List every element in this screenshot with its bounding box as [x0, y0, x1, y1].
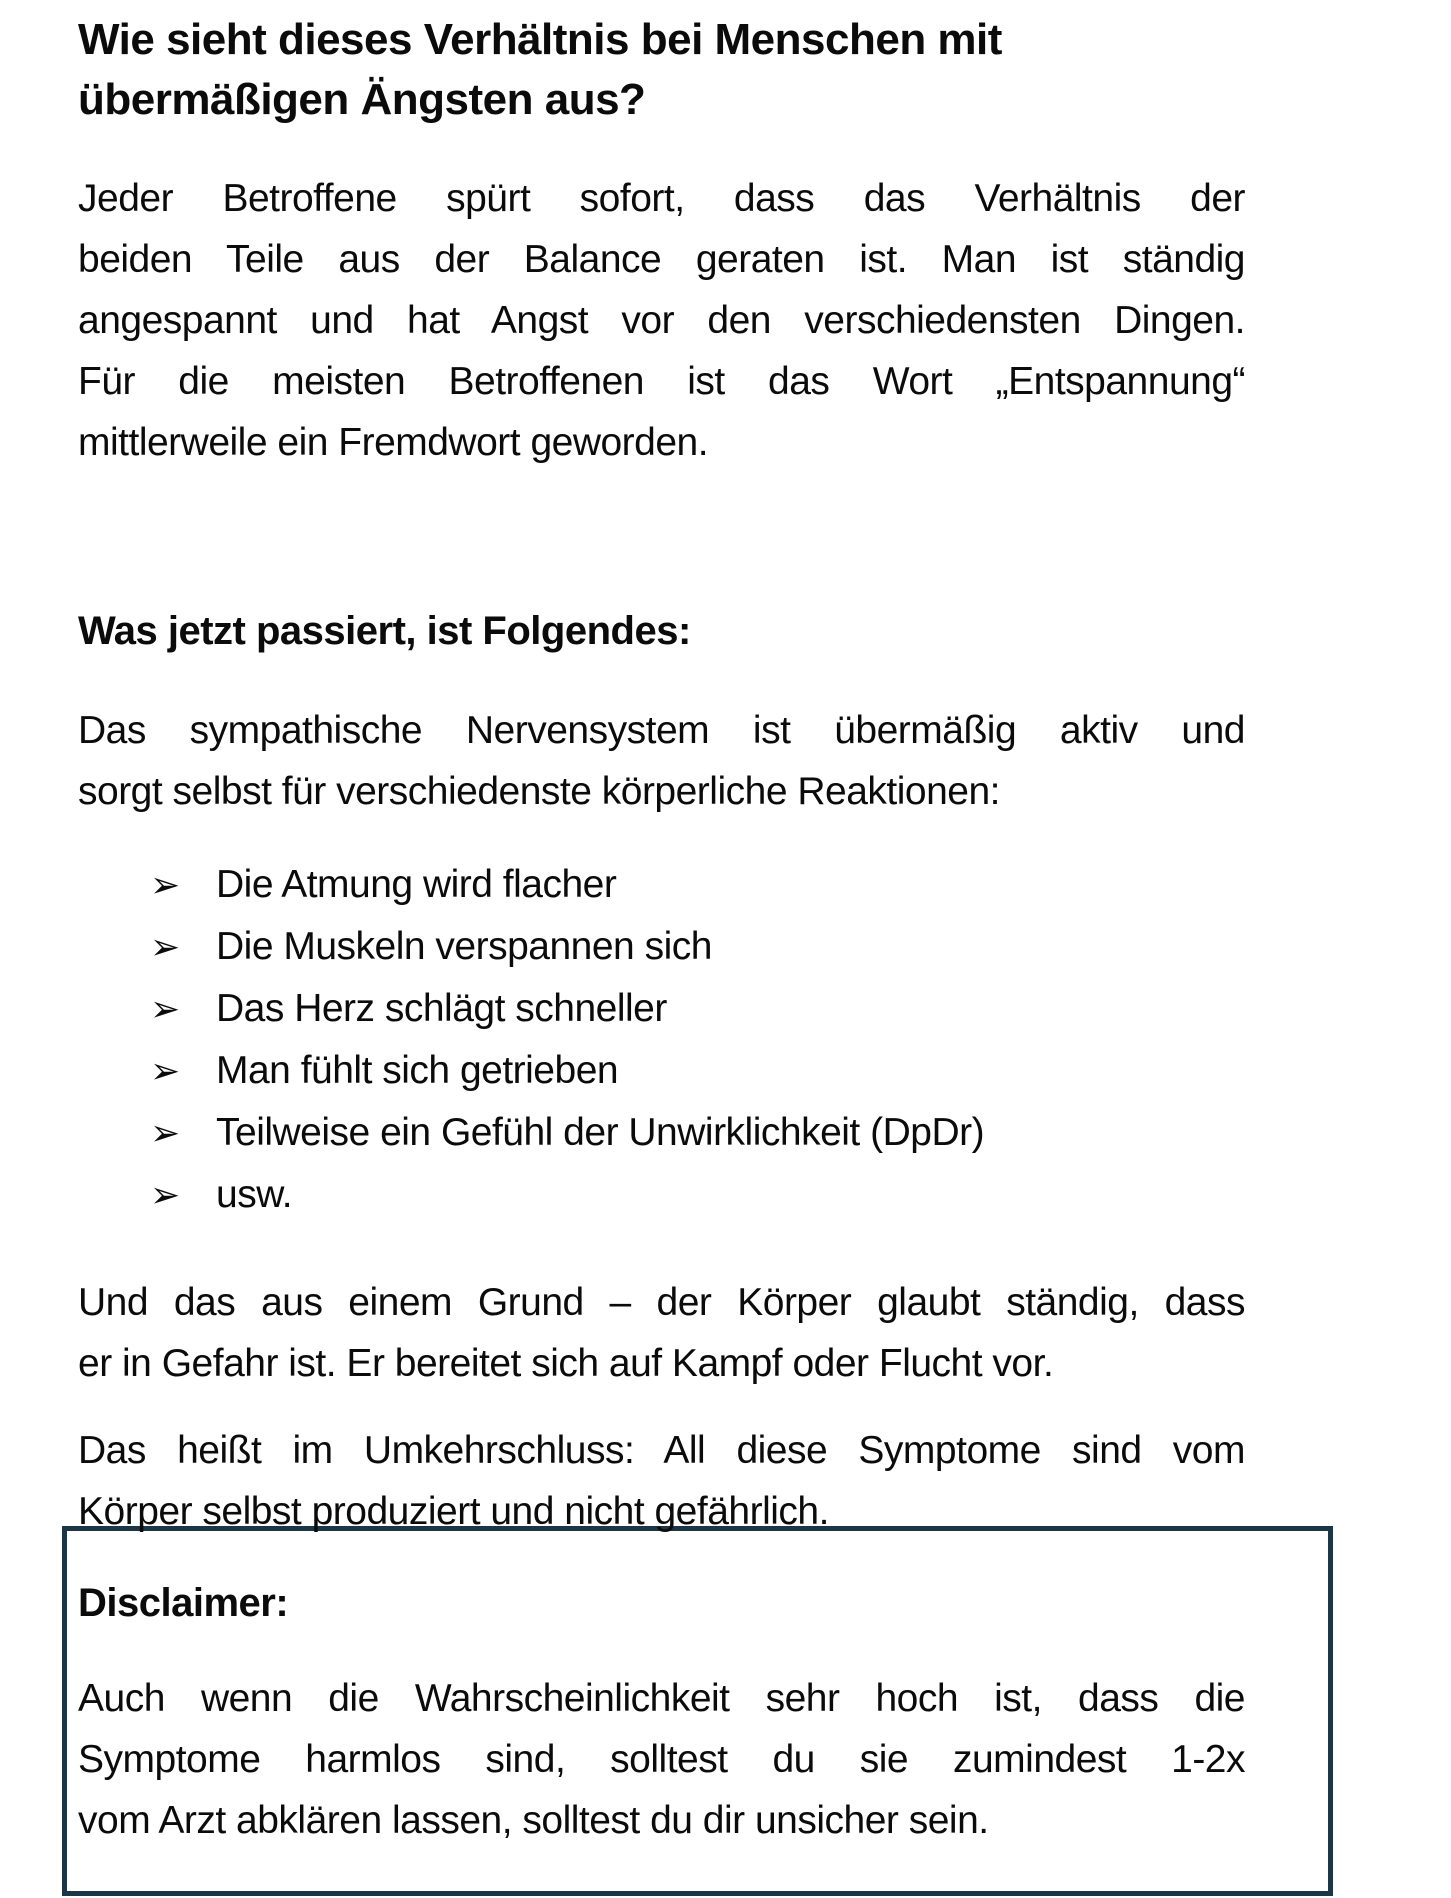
- disclaimer-box: [62, 1526, 1333, 1896]
- bullet-text: Die Muskeln verspannen sich: [216, 925, 712, 968]
- paragraph-intro: [78, 168, 1245, 473]
- text-line: sorgt selbst für verschiedenste körperliche Reaktionen:: [78, 770, 1000, 813]
- text-line: vom Arzt abklären lassen, solltest du dir unsicher sein.: [78, 1799, 989, 1842]
- symptom-bullet-list: [78, 854, 1245, 1226]
- text-line: Das sympathische Nervensystem ist übermäßig aktiv und: [78, 709, 1245, 752]
- text-line: angespannt und hat Angst vor den verschiedensten Dingen.: [78, 299, 1245, 342]
- text-line: Für die meisten Betroffenen ist das Wort „Entspannung“: [78, 360, 1245, 403]
- bullet-text: Die Atmung wird flacher: [216, 863, 617, 906]
- paragraph-conclusion: [78, 1420, 1245, 1542]
- arrow-bullet-icon: ➢: [150, 1175, 180, 1216]
- bullet-text: usw.: [216, 1173, 293, 1216]
- paragraph-reason: [78, 1272, 1245, 1394]
- arrow-bullet-icon: ➢: [150, 865, 180, 906]
- text-line: übermäßigen Ängsten aus?: [78, 75, 646, 124]
- text-line: er in Gefahr ist. Er bereitet sich auf Kampf oder Flucht vor.: [78, 1342, 1054, 1385]
- arrow-bullet-icon: ➢: [150, 1113, 180, 1154]
- text-line: Auch wenn die Wahrscheinlichkeit sehr hoch ist, dass die: [78, 1677, 1245, 1720]
- arrow-bullet-icon: ➢: [150, 1051, 180, 1092]
- bullet-item: [150, 978, 1245, 1040]
- arrow-bullet-icon: ➢: [150, 989, 180, 1030]
- text-line: mittlerweile ein Fremdwort geworden.: [78, 421, 709, 464]
- bullet-item: [150, 916, 1245, 978]
- bullet-item: [150, 1164, 1245, 1226]
- paragraph-nervous-system: [78, 700, 1245, 822]
- text-line: Körper selbst produziert und nicht gefährlich.: [78, 1490, 829, 1533]
- bullet-text: Das Herz schlägt schneller: [216, 987, 667, 1030]
- disclaimer-heading: Disclaimer:: [78, 1581, 289, 1625]
- bullet-item: [150, 854, 1245, 916]
- bullet-text: Teilweise ein Gefühl der Unwirklichkeit (DpDr): [216, 1111, 985, 1154]
- text-line: Symptome harmlos sind, solltest du sie zumindest 1-2x: [78, 1738, 1245, 1781]
- bullet-item: [150, 1102, 1245, 1164]
- section-heading: Was jetzt passiert, ist Folgendes:: [78, 609, 691, 653]
- bullet-item: [150, 1040, 1245, 1102]
- text-line: Das heißt im Umkehrschluss: All diese Symptome sind vom: [78, 1429, 1245, 1472]
- bullet-text: Man fühlt sich getrieben: [216, 1049, 619, 1092]
- page-title: [78, 10, 1245, 130]
- text-line: Wie sieht dieses Verhältnis bei Menschen mit: [78, 15, 1002, 64]
- text-line: beiden Teile aus der Balance geraten ist. Man ist ständig: [78, 238, 1245, 281]
- arrow-bullet-icon: ➢: [150, 927, 180, 968]
- text-line: Und das aus einem Grund – der Körper glaubt ständig, dass: [78, 1281, 1245, 1324]
- disclaimer-body: [78, 1668, 1245, 1851]
- text-line: Jeder Betroffene spürt sofort, dass das Verhältnis der: [78, 177, 1245, 220]
